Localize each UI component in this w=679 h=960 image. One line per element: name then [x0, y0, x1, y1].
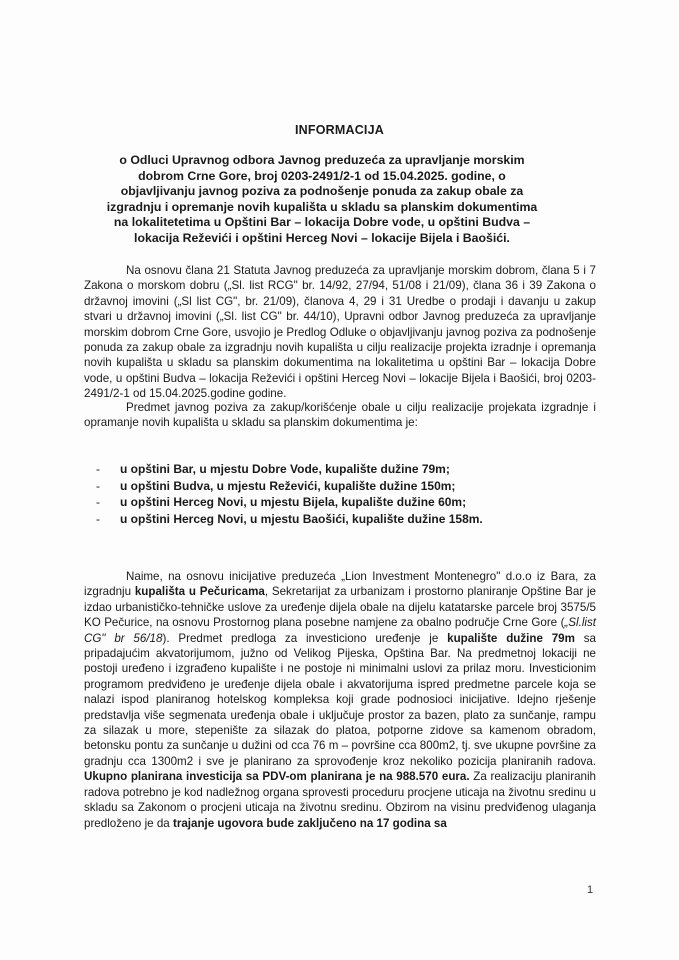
bold-run: kupalište dužine 79m — [447, 631, 575, 645]
list-item-text: u opštini Herceg Novi, u mjestu Baošići, kupalište dužine 158m. — [120, 511, 483, 526]
list-item-text: u opštini Bar, u mjestu Dobre Vode, kupalište dužine 79m; — [120, 462, 450, 476]
italic-run: „Sl.list CG" br 56/18 — [84, 616, 596, 645]
list-item — [96, 511, 596, 528]
bold-run: Ukupno planirana investicija sa PDV-om planirana je na 988.570 eura. — [84, 770, 470, 784]
list-item-text: u opštini Herceg Novi, u mjestu Bijela, kupalište dužine 60m; — [120, 495, 467, 509]
paragraph-legal-basis: Na osnovu člana 21 Statuta Javnog preduzeća za upravljanje morskim dobrom, člana 5 i 7 Zakona o morskom dobru („Sl. list RCG" br. 14/92, 27/94, 51/08 i 21/09), člana 36 i 39 Zakona o državnoj imovini („Sl list CG", br. 21/09), članova 4, 29 i 31 Uredbe o prodaji i davanju u zakup stvari u državnoj imovini („Sl. list CG" br. 44/10), Upravni odbor Javnog preduzeća za upravljanje morskim dobrom Crne Gore, usvojio je Predlog Odluke o objavljivanju javnog poziva za podnošenje ponuda za zakup obale za izgradnju novih kupališta u cilju realizacije projekta izradnje i opremanja novih kupališta u skladu sa planskim dokumentima na lokalitetima u opštini Bar – lokacija Dobre vode, u opštini Budva – lokacija Reževići i opštini Herceg Novi – lokacije Bijela i Baošići, broj 0203-2491/2-1 od 15.04.2025.godine godine. — [84, 264, 596, 401]
text-run: ). Predmet predloga za investiciono uređenje je — [162, 631, 448, 645]
list-item — [96, 478, 596, 495]
list-item — [96, 494, 596, 511]
list-item-text: u opštini Budva, u mjestu Reževići, kupalište dužine 150m; — [120, 478, 456, 493]
bold-run: kupališta u Pečuricama — [134, 585, 265, 599]
dash-bullet: - — [96, 462, 100, 476]
text-run: Za realizaciju planiranih radova potrebno je kod nadležnog organa sprovesti proceduru procjene uticaja na životnu sredinu u skladu sa Zakonom o procjeni uticaja na životnu sredinu. Obzirom na visinu predviđenog ulaganja predloženo je da — [84, 770, 596, 830]
paragraph-subject: Predmet javnog poziva za zakup/korišćenje obale u cilju realizacije projekata izgradnje i opramanje novih kupališta u skladu sa planskim dokumentima je: — [84, 401, 596, 430]
dash-bullet: - — [96, 511, 100, 526]
text-run: , Sekretarijat za urbanizam i prostorno planiranje Opštine Bar je izdao urbanističko-tehničke uslove za uređenje dijela obale na dijelu katatarske parcele broj 3575/5 KO Pečurice, na osnovu Prostornog plana posebne namjene za obalno područje Crne Gore ( — [84, 585, 596, 630]
document-title: INFORMACIJA — [294, 123, 384, 137]
bold-run: trajanje ugovora bude zaključeno na 17 godina sa — [172, 816, 447, 830]
page-number: 1 — [587, 884, 594, 896]
dash-bullet: - — [96, 478, 100, 493]
location-list — [96, 461, 596, 527]
text-run: sa pripadajućim akvatorijumom, južno od Velikog Pijeska, Opština Bar. Na predmetnoj lokaciji ne postoji uređeno i izgrađeno kupalište i ne postoje ni minimalni uslovi za prilaz moru. Investicionim programom predviđeno je uređenje dijela obale i akvatorijuma ispred predmetne parcele koja se nalazi ispod planiranog hotelskog kompleksa koji grade podnosioci inicijative. Idejno rješenje predstavlja više segmenata uređenja obale i uključuje prostor za bazen, plato za sunčanje, rampu za silazak u more, stepenište za silazak do platoa, potporne zidove sa kamenom obradom, betonsku pontu za sunčanje u dužini od cca 76 m – površine cca 800m2, tj. sve ukupne površine za gradnju cca 1300m2 i sve je planirano za sprovođenje kroz nekoliko pozicija planiranih radova. — [84, 631, 596, 768]
paragraph-initiative — [84, 569, 596, 831]
document-subtitle: o Odluci Upravnog odbora Javnog preduzeća za upravljanje morskim dobrom Crne Gore, broj 0203-2491/2-1 od 15.04.2025. godine, o objavljivanju javnog poziva za podnošenje ponuda za zakup obale za izgradnju i opremanje novih kupališta u skladu sa planskim dokumentima na lokalitetetima u Opštini Bar – lokacija Dobre vode, u opštini Budva – lokacija Reževići i opštini Herceg Novi – lokacije Bijela i Baošići. — [106, 153, 538, 245]
text-run: Naime, na osnovu inicijative preduzeća „Lion Investment Montenegro" d.o.o iz Bara, za izgradnju — [84, 570, 596, 599]
list-item — [96, 461, 596, 478]
dash-bullet: - — [96, 495, 100, 509]
